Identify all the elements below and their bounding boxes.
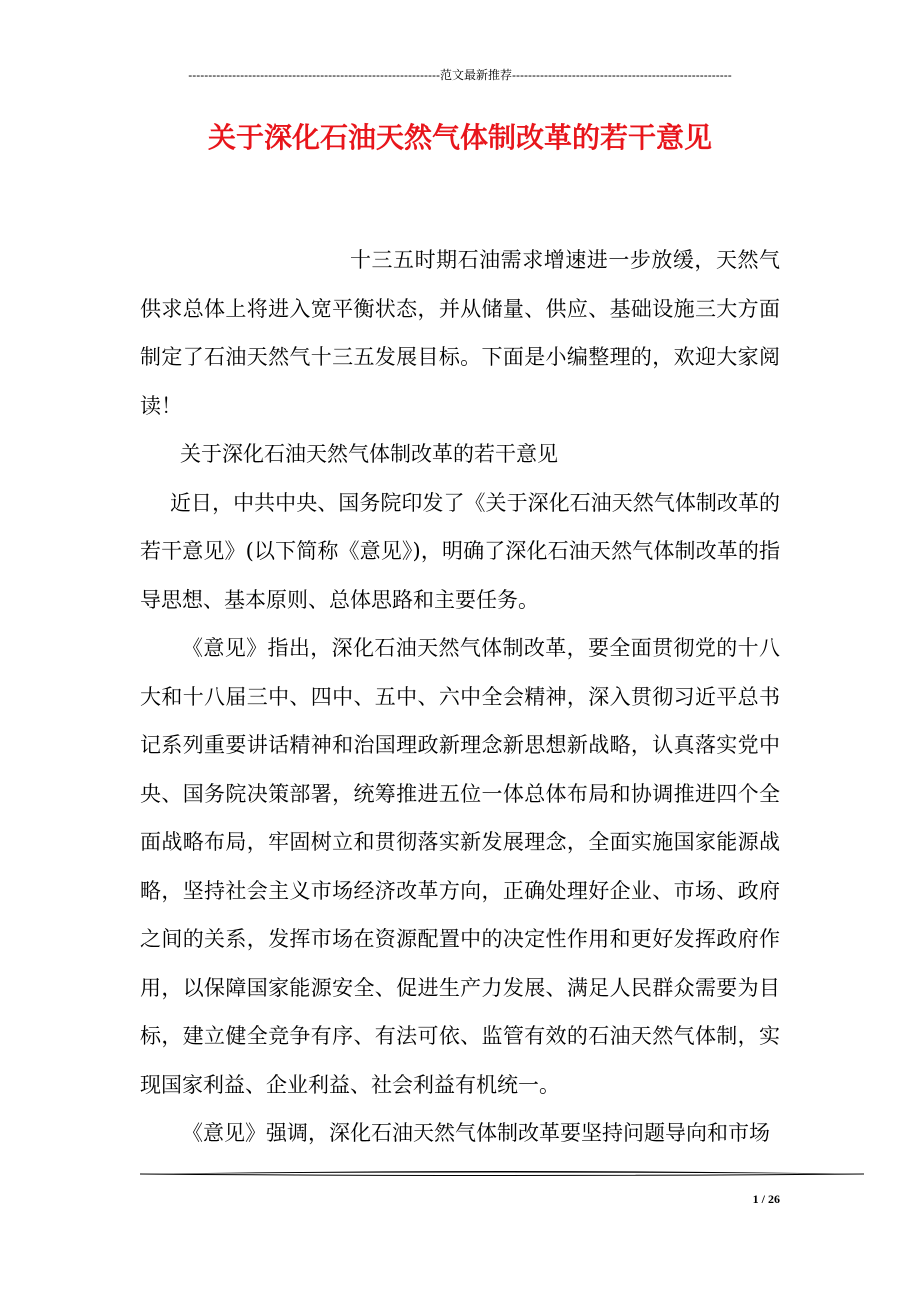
footer-divider (140, 1168, 864, 1178)
subtitle-paragraph: 关于深化石油天然气体制改革的若干意见 (180, 442, 558, 466)
intro-paragraph: 十三五时期石油需求增速进一步放缓，天然气供求总体上将进入宽平衡状态，并从储量、供应、基础设施三大方面制定了石油天然气十三五发展目标。下面是小编整理的，欢迎大家阅读！ (140, 248, 780, 418)
body-paragraph: 近日，中共中央、国务院印发了《关于深化石油天然气体制改革的若干意见》(以下简称《意见》)，明确了深化石油天然气体制改革的指导思想、基本原则、总体思路和主要任务。 (140, 490, 780, 612)
body-paragraph: 《意见》指出，深化石油天然气体制改革，要全面贯彻党的十八大和十八届三中、四中、五中、六中全会精神，深入贯彻习近平总书记系列重要讲话精神和治国理政新理念新思想新战略，认真落实党中央、国务院决策部署，统筹推进五位一体总体布局和协调推进四个全面战略布局，牢固树立和贯彻落实新发展理念，全面实施国家能源战略，坚持社会主义市场经济改革方向，正确处理好企业、市场、政府之间的关系，发挥市场在资源配置中的决定性作用和更好发挥政府作用，以保障国家能源安全、促进生产力发展、满足人民群众需要为目标，建立健全竞争有序、有法可依、监管有效的石油天然气体制，实现国家利益、企业利益、社会利益有机统一。 (140, 636, 780, 1097)
document-title: 关于深化石油天然气体制改革的若干意见 (207, 121, 712, 154)
page-header: ---------------------------------------------------------------范文最新推荐------------------------------------------------------- (188, 68, 732, 82)
body-paragraph: 《意见》强调，深化石油天然气体制改革要坚持问题导向和市场 (182, 1121, 770, 1145)
document-body (140, 236, 780, 1158)
page-number: 1 / 26 (752, 1192, 780, 1206)
